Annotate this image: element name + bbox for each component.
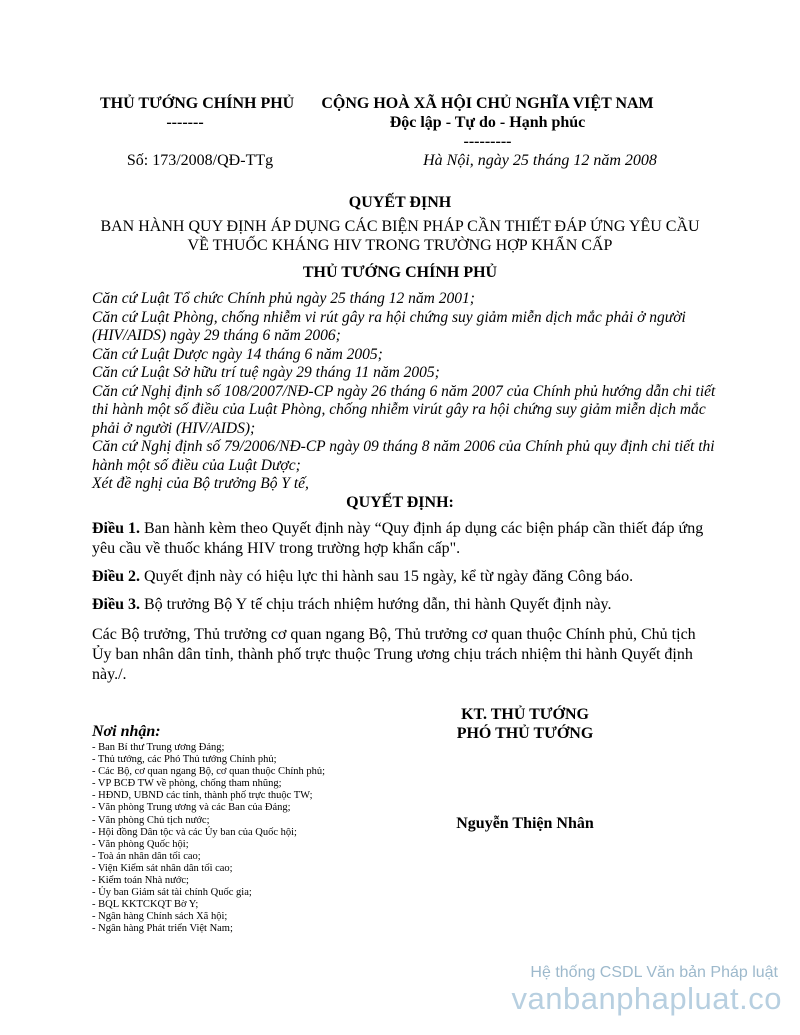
legal-basis-preamble: [92, 290, 722, 494]
recipient-item: - VP BCĐ TW về phòng, chống tham nhũng;: [92, 778, 282, 790]
national-title-block: [315, 94, 660, 151]
recipient-item: - Văn phòng Chủ tịch nước;: [92, 814, 210, 826]
legal-basis-item: Căn cứ Nghị định số 108/2007/NĐ-CP ngày 26 tháng 6 năm 2007 của Chính phủ hướng dẫn chi tiết thi hành một số điều của Luật Phòng, chống nhiễm virút gây ra hội chứng suy giảm miễn dịch mắc phải ở người (HIV/AIDS);: [92, 382, 716, 437]
article-text: Quyết định này có hiệu lực thi hành sau 15 ngày, kể từ ngày đăng Công báo.: [140, 568, 634, 585]
legal-basis-item: Căn cứ Luật Phòng, chống nhiễm vi rút gây ra hội chứng suy giảm miễn dịch mắc phải ở người (HIV/AIDS) ngày 29 tháng 6 năm 2006;: [92, 308, 686, 344]
article-label: Điều 1.: [92, 520, 140, 537]
recipient-item: - Ủy ban Giám sát tài chính Quốc gia;: [92, 887, 252, 899]
issuing-agency-block: [100, 94, 295, 132]
watermark-caption: Hệ thống CSDL Văn bản Pháp luật: [530, 964, 778, 981]
national-motto: Độc lập - Tự do - Hạnh phúc: [389, 114, 586, 131]
document-subject-line-2: VỀ THUỐC KHÁNG HIV TRONG TRƯỜNG HỢP KHẨN CẤP: [187, 237, 613, 254]
document-subject-line-1: BAN HÀNH QUY ĐỊNH ÁP DỤNG CÁC BIỆN PHÁP CẦN THIẾT ĐÁP ỨNG YÊU CẦU: [100, 218, 700, 235]
recipient-item: - BQL KKTCKQT Bờ Y;: [92, 899, 199, 911]
issuing-agency: THỦ TƯỚNG CHÍNH PHỦ: [100, 95, 295, 112]
legal-basis-item: Căn cứ Luật Dược ngày 14 tháng 6 năm 2005;: [92, 345, 383, 363]
article-1: [92, 519, 712, 559]
legal-basis-item: Căn cứ Luật Tổ chức Chính phủ ngày 25 tháng 12 năm 2001;: [92, 290, 475, 307]
document-number: Số: 173/2008/QĐ-TTg: [126, 152, 274, 169]
recipient-item: - Viện Kiểm sát nhân dân tối cao;: [92, 862, 233, 874]
article-label: Điều 3.: [92, 596, 140, 613]
recipient-item: - Ban Bí thư Trung ương Đảng;: [92, 742, 225, 753]
recipients-title: Nơi nhận:: [92, 723, 161, 740]
recipient-item: - Văn phòng Quốc hội;: [92, 838, 189, 850]
recipient-item: - Kiểm toán Nhà nước;: [92, 875, 189, 887]
place-and-date: Hà Nội, ngày 25 tháng 12 năm 2008: [423, 152, 657, 169]
recipient-item: - Ngân hàng Phát triển Việt Nam;: [92, 923, 233, 935]
closing-paragraph: Các Bộ trưởng, Thủ trưởng cơ quan ngang Bộ, Thủ trưởng cơ quan thuộc Chính phủ, Chủ tịch Ủy ban nhân dân tỉnh, thành phố trực thuộc Trung ương chịu trách nhiệm thi hành Quyết định này./.: [92, 626, 696, 683]
signature-authority: KT. THỦ TƯỚNG: [461, 706, 589, 723]
legal-basis-item: Xét đề nghị của Bộ trưởng Bộ Y tế,: [92, 475, 309, 492]
recipient-item: - Văn phòng Trung ương và các Ban của Đảng;: [92, 802, 291, 814]
recipient-item: - HĐND, UBND các tỉnh, thành phố trực thuộc TW;: [92, 790, 313, 802]
recipients-list: [92, 742, 392, 936]
legal-basis-item: Căn cứ Luật Sở hữu trí tuệ ngày 29 tháng 11 năm 2005;: [92, 364, 440, 381]
document-title-block: [100, 193, 700, 282]
issuing-agency-rule: -------: [166, 114, 204, 131]
recipient-item: - Hội đồng Dân tộc và các Ủy ban của Quốc hội;: [92, 826, 297, 838]
article-text: Ban hành kèm theo Quyết định này “Quy định áp dụng các biện pháp cần thiết đáp ứng yêu cầu về thuốc kháng HIV trong trường hợp khẩn cấp".: [92, 520, 704, 557]
decision-heading: QUYẾT ĐỊNH:: [346, 494, 454, 511]
recipient-item: - Thủ tướng, các Phó Thủ tướng Chính phủ;: [92, 754, 277, 766]
article-label: Điều 2.: [92, 568, 140, 585]
issuer-heading: THỦ TƯỚNG CHÍNH PHỦ: [302, 264, 498, 281]
signature-title: PHÓ THỦ TƯỚNG: [456, 725, 594, 742]
national-motto-rule: ---------: [463, 133, 512, 150]
article-3: [92, 595, 712, 615]
articles-section: [92, 519, 712, 693]
watermark-site: vanbanphapluat.co: [511, 981, 782, 1016]
recipient-item: - Các Bộ, cơ quan ngang Bộ, cơ quan thuộc Chính phủ;: [92, 766, 326, 778]
recipient-item: - Ngân hàng Chính sách Xã hội;: [92, 911, 228, 923]
article-text: Bộ trưởng Bộ Y tế chịu trách nhiệm hướng dẫn, thi hành Quyết định này.: [140, 596, 612, 613]
document-type: QUYẾT ĐỊNH: [348, 194, 452, 211]
article-2: [92, 567, 712, 587]
national-title: CỘNG HOÀ XÃ HỘI CHỦ NGHĨA VIỆT NAM: [321, 95, 654, 112]
signature-block: [415, 705, 635, 743]
legal-basis-item: Căn cứ Nghị định số 79/2006/NĐ-CP ngày 09 tháng 8 năm 2006 của Chính phủ quy định chi tiết thi hành một số điều của Luật Dược;: [92, 438, 715, 474]
signer-name: Nguyễn Thiện Nhân: [456, 815, 594, 832]
recipient-item: - Toà án nhân dân tối cao;: [92, 850, 201, 862]
